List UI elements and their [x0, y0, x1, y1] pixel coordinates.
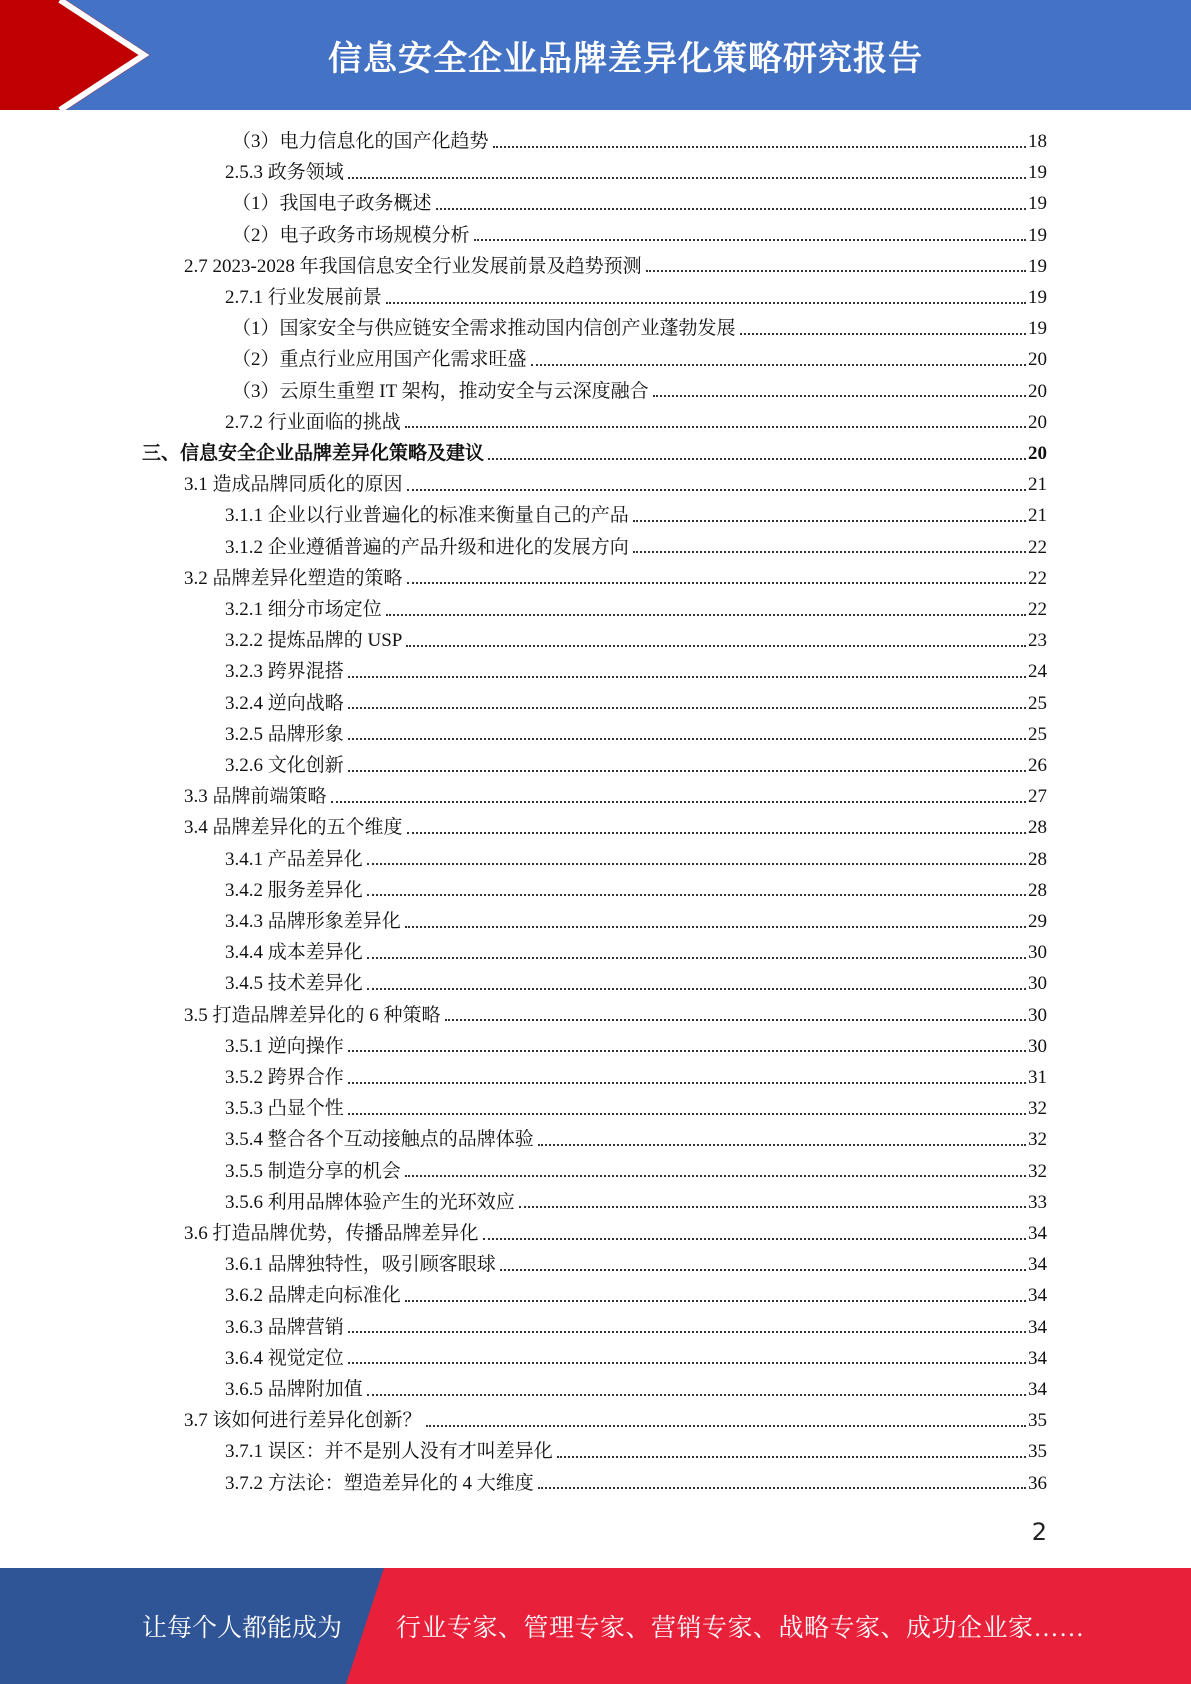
toc-dot-leader	[426, 1425, 1026, 1427]
toc-entry[interactable]	[225, 594, 1047, 625]
toc-entry-page: 32	[1028, 1129, 1047, 1151]
toc-entry-title: 2.7.1 行业发展前景	[225, 287, 382, 308]
toc-entry[interactable]	[225, 844, 1047, 875]
toc-entry-page: 20	[1028, 443, 1047, 464]
toc-dot-leader	[348, 1362, 1026, 1364]
toc-entry[interactable]	[225, 532, 1047, 563]
toc-entry-page: 29	[1028, 911, 1047, 932]
toc-entry[interactable]	[225, 1124, 1047, 1155]
toc-entry-title: 3.5.2 跨界合作	[225, 1067, 344, 1088]
toc-dot-leader	[538, 1487, 1026, 1489]
toc-entry[interactable]	[232, 376, 1047, 407]
toc-entry[interactable]	[184, 1000, 1047, 1031]
toc-entry-title: 3.3 品牌前端策略	[184, 786, 327, 808]
toc-entry-title: （2）电子政务市场规模分析	[232, 224, 470, 246]
toc-entry[interactable]	[225, 1436, 1047, 1467]
toc-entry-title: （2）重点行业应用国产化需求旺盛	[232, 349, 527, 371]
toc-entry[interactable]	[225, 656, 1047, 687]
toc-entry-page: 32	[1028, 1098, 1047, 1120]
toc-entry-title: 2.7.2 行业面临的挑战	[225, 411, 401, 433]
toc-entry-page: 28	[1028, 817, 1047, 839]
toc-entry-page: 18	[1028, 131, 1047, 152]
toc-entry-title: 3.4.4 成本差异化	[225, 942, 363, 964]
toc-entry[interactable]	[225, 1093, 1047, 1124]
toc-entry[interactable]	[225, 1468, 1047, 1499]
toc-entry-page: 19	[1028, 255, 1047, 277]
toc-entry-title: 3.2.5 品牌形象	[225, 723, 344, 745]
toc-dot-leader	[557, 1456, 1026, 1458]
toc-entry[interactable]	[225, 968, 1047, 999]
toc-dot-leader	[474, 239, 1026, 241]
toc-entry-page: 19	[1028, 287, 1047, 308]
toc-entry[interactable]	[184, 563, 1047, 594]
toc-entry-page: 34	[1028, 1316, 1047, 1338]
toc-entry-title: 3.4 品牌差异化的五个维度	[184, 817, 403, 839]
toc-entry[interactable]	[232, 220, 1047, 251]
toc-entry-title: 3.2 品牌差异化塑造的策略	[184, 567, 403, 589]
toc-dot-leader	[407, 582, 1026, 584]
toc-entry-title: 3.1.2 企业遵循普遍的产品升级和进化的发展方向	[225, 536, 629, 558]
toc-entry-page: 36	[1028, 1472, 1047, 1494]
toc-entry[interactable]	[225, 500, 1047, 531]
toc-entry-title: 2.5.3 政务领域	[225, 162, 344, 184]
toc-entry[interactable]	[225, 1374, 1047, 1405]
toc-entry-page: 21	[1028, 505, 1047, 527]
page-number: 2	[1031, 1518, 1047, 1546]
toc-entry[interactable]	[225, 1156, 1047, 1187]
toc-entry-title: 3.5.6 利用品牌体验产生的光环效应	[225, 1191, 515, 1213]
toc-entry-page: 22	[1028, 599, 1047, 620]
toc-dot-leader	[386, 302, 1026, 304]
toc-entry-title: （3）云原生重塑 IT 架构，推动安全与云深度融合	[232, 380, 649, 402]
toc-dot-leader	[483, 1238, 1026, 1240]
toc-entry-title: 3.5.5 制造分享的机会	[225, 1160, 401, 1182]
toc-entry-title: 3.5.3 凸显个性	[225, 1098, 344, 1120]
toc-entry-page: 26	[1028, 755, 1047, 776]
header-red-arrow-decoration	[0, 0, 150, 110]
toc-entry-title: 3.1 造成品牌同质化的原因	[184, 474, 403, 496]
toc-entry[interactable]	[225, 407, 1047, 438]
toc-entry[interactable]	[232, 126, 1047, 157]
toc-entry-page: 20	[1028, 349, 1047, 371]
toc-entry-title: 3.2.3 跨界混搭	[225, 661, 344, 683]
toc-dot-leader	[633, 551, 1026, 553]
toc-entry-page: 19	[1028, 162, 1047, 184]
toc-dot-leader	[633, 520, 1026, 522]
toc-dot-leader	[407, 832, 1026, 834]
toc-entry[interactable]	[184, 1218, 1047, 1249]
toc-entry[interactable]	[232, 188, 1047, 219]
toc-entry-page: 19	[1028, 318, 1047, 340]
toc-dot-leader	[348, 1331, 1026, 1333]
toc-dot-leader	[740, 333, 1026, 335]
toc-entry-title: 3.5 打造品牌差异化的 6 种策略	[184, 1004, 441, 1026]
toc-entry-page: 30	[1028, 973, 1047, 995]
toc-entry[interactable]	[225, 719, 1047, 750]
toc-dot-leader	[538, 1144, 1026, 1146]
toc-entry-page: 20	[1028, 411, 1047, 433]
toc-dot-leader	[348, 177, 1026, 179]
toc-entry-title: （1）我国电子政务概述	[232, 193, 432, 215]
toc-entry-page: 34	[1028, 1254, 1047, 1276]
toc-dot-leader	[488, 458, 1026, 460]
toc-entry[interactable]	[225, 688, 1047, 719]
toc-entry[interactable]	[184, 812, 1047, 843]
toc-entry-title: 3.6 打造品牌优势，传播品牌差异化	[184, 1223, 479, 1244]
toc-dot-leader	[405, 1300, 1026, 1302]
toc-entry-title: 3.6.2 品牌走向标准化	[225, 1285, 401, 1307]
toc-dot-leader	[646, 270, 1026, 272]
toc-entry[interactable]	[225, 937, 1047, 968]
toc-dot-leader	[348, 738, 1026, 740]
toc-entry[interactable]	[184, 781, 1047, 812]
toc-entry-page: 23	[1028, 630, 1047, 652]
toc-entry-title: 3.4.5 技术差异化	[225, 973, 363, 995]
toc-dot-leader	[367, 863, 1026, 865]
toc-dot-leader	[348, 1113, 1026, 1115]
toc-dot-leader	[436, 208, 1026, 210]
toc-entry[interactable]	[232, 313, 1047, 344]
toc-entry[interactable]	[184, 1405, 1047, 1436]
toc-entry-page: 33	[1028, 1191, 1047, 1213]
toc-entry-page: 25	[1028, 723, 1047, 745]
toc-entry-page: 34	[1028, 1223, 1047, 1244]
toc-entry-title: 3.6.4 视觉定位	[225, 1347, 344, 1369]
page-footer	[0, 1568, 1191, 1684]
toc-entry-page: 21	[1028, 474, 1047, 496]
toc-entry[interactable]	[225, 282, 1047, 313]
toc-entry-title: 3.6.3 品牌营销	[225, 1316, 344, 1338]
footer-slogan-left: 让每个人都能成为	[142, 1615, 343, 1642]
toc-dot-leader	[493, 146, 1026, 148]
toc-entry-title: 3.7.1 误区：并不是别人没有才叫差异化	[225, 1441, 553, 1463]
toc-dot-leader	[653, 395, 1026, 397]
toc-entry-page: 22	[1028, 567, 1047, 589]
toc-entry-page: 35	[1028, 1410, 1047, 1432]
page-header	[0, 0, 1191, 110]
toc-dot-leader	[348, 770, 1026, 772]
toc-dot-leader	[500, 1269, 1026, 1271]
toc-entry[interactable]	[225, 1187, 1047, 1218]
toc-entry-title: 3.4.2 服务差异化	[225, 879, 363, 901]
toc-entry-page: 19	[1028, 193, 1047, 215]
toc-entry-page: 28	[1028, 848, 1047, 870]
toc-dot-leader	[367, 1394, 1026, 1396]
toc-dot-leader	[348, 676, 1026, 678]
toc-entry-title: 3.4.1 产品差异化	[225, 848, 363, 870]
toc-entry-title: 3.2.4 逆向战略	[225, 692, 344, 714]
toc-entry[interactable]	[225, 1343, 1047, 1374]
toc-entry-page: 32	[1028, 1160, 1047, 1182]
toc-dot-leader	[405, 1175, 1026, 1177]
toc-dot-leader	[519, 1206, 1026, 1208]
toc-entry-page: 34	[1028, 1379, 1047, 1400]
toc-dot-leader	[531, 364, 1026, 366]
toc-entry[interactable]	[142, 438, 1047, 469]
toc-entry[interactable]	[225, 906, 1047, 937]
toc-dot-leader	[367, 988, 1026, 990]
toc-entry-title: 3.6.5 品牌附加值	[225, 1379, 363, 1400]
toc-entry-page: 34	[1028, 1347, 1047, 1369]
toc-entry[interactable]	[184, 251, 1047, 282]
toc-entry-title: 3.4.3 品牌形象差异化	[225, 911, 401, 932]
toc-entry[interactable]	[232, 344, 1047, 375]
toc-entry-title: 3.6.1 品牌独特性，吸引顾客眼球	[225, 1254, 496, 1276]
toc-entry[interactable]	[225, 1249, 1047, 1280]
toc-entry-page: 31	[1028, 1067, 1047, 1088]
toc-entry-page: 30	[1028, 1004, 1047, 1026]
toc-entry-page: 25	[1028, 692, 1047, 714]
toc-entry-title: 3.2.6 文化创新	[225, 755, 344, 776]
toc-entry-title: （3）电力信息化的国产化趋势	[232, 131, 489, 152]
toc-entry-title: 3.7.2 方法论：塑造差异化的 4 大维度	[225, 1472, 534, 1494]
toc-entry-page: 34	[1028, 1285, 1047, 1307]
toc-entry-page: 24	[1028, 661, 1047, 683]
toc-entry[interactable]	[225, 750, 1047, 781]
toc-dot-leader	[367, 894, 1026, 896]
toc-entry[interactable]	[225, 625, 1047, 656]
toc-entry[interactable]	[225, 1312, 1047, 1343]
toc-dot-leader	[407, 489, 1026, 491]
toc-entry-page: 30	[1028, 1035, 1047, 1057]
toc-entry-title: 2.7 2023-2028 年我国信息安全行业发展前景及趋势预测	[184, 255, 642, 277]
report-title: 信息安全企业品牌差异化策略研究报告	[328, 38, 923, 79]
toc-dot-leader	[406, 645, 1026, 647]
toc-entry-title: 3.5.4 整合各个互动接触点的品牌体验	[225, 1129, 534, 1151]
toc-entry[interactable]	[225, 1062, 1047, 1093]
toc-dot-leader	[405, 426, 1026, 428]
footer-slogan-right: 行业专家、管理专家、营销专家、战略专家、成功企业家……	[396, 1615, 1085, 1642]
toc-entry-title: 3.7 该如何进行差异化创新？	[184, 1410, 422, 1432]
toc-entry[interactable]	[184, 469, 1047, 500]
toc-entry-title: 三、信息安全企业品牌差异化策略及建议	[142, 443, 485, 464]
toc-entry-page: 28	[1028, 879, 1047, 901]
toc-entry-page: 19	[1028, 224, 1047, 246]
toc-dot-leader	[445, 1019, 1026, 1021]
toc-entry-title: 3.2.1 细分市场定位	[225, 599, 382, 620]
toc-entry[interactable]	[225, 875, 1047, 906]
toc-dot-leader	[348, 1050, 1026, 1052]
toc-entry-page: 30	[1028, 942, 1047, 964]
toc-entry-page: 22	[1028, 536, 1047, 558]
toc-dot-leader	[348, 707, 1026, 709]
toc-entry[interactable]	[225, 157, 1047, 188]
toc-entry-page: 27	[1028, 786, 1047, 808]
toc-dot-leader	[348, 1082, 1026, 1084]
toc-dot-leader	[331, 801, 1026, 803]
toc-entry-title: 3.5.1 逆向操作	[225, 1035, 344, 1057]
toc-entry[interactable]	[225, 1031, 1047, 1062]
toc-entry-page: 20	[1028, 380, 1047, 402]
toc-entry-title: 3.1.1 企业以行业普遍化的标准来衡量自己的产品	[225, 505, 629, 527]
toc-entry-title: （1）国家安全与供应链安全需求推动国内信创产业蓬勃发展	[232, 318, 736, 340]
toc-entry[interactable]	[225, 1280, 1047, 1311]
toc-dot-leader	[405, 926, 1026, 928]
toc-dot-leader	[367, 957, 1026, 959]
toc-entry-title: 3.2.2 提炼品牌的 USP	[225, 630, 403, 652]
toc-dot-leader	[386, 614, 1026, 616]
toc-entry-page: 35	[1028, 1441, 1047, 1463]
